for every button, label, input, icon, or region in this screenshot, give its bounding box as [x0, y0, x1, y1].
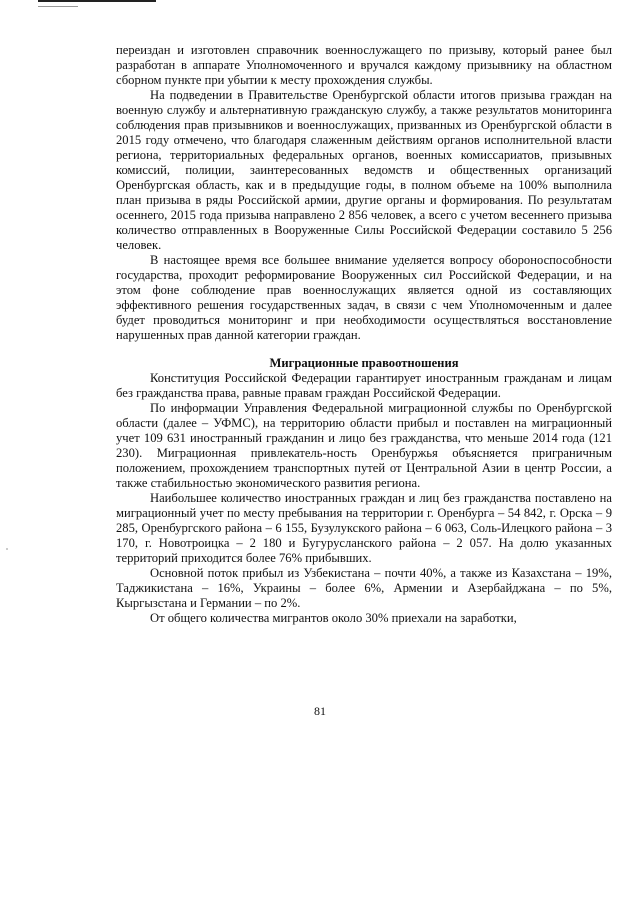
paragraph: На подведении в Правительстве Оренбургской области итогов призыва граждан на военную службу и альтернативную гражданскую службу, а также результатов мониторинга соблюдения прав призывников и военнослужащих, призванных из Оренбургской области в 2015 году отмечено, что благодаря слаженным действиям органов исполнительной власти региона, территориальных федеральных органов, военных комиссариатов, призывных комиссий, полиции, заинтересованных ведомств и общественных организаций Оренбургская область, как и в предыдущие годы, в полном объеме на 100% выполнила план призыва в ряды Российской армии, другие органы и формирования. По результатам осеннего, 2015 года призыва направлено 2 856 человек, а всего с учетом весеннего призыва количество отправленных в Вооруженные Силы Российской Федерации составило 5 256 человек.: [116, 88, 612, 252]
paragraph: По информации Управления Федеральной миграционной службы по Оренбургской области (далее – УФМС), на территорию области прибыл и поставлен на миграционный учет 109 631 иностранный гражданин и лицо без гражданства, что меньше 2014 года (121 230). Миграционная привлекатель-ность Оренбуржья объясняется приграничным положением, прохождением транспортных путей от Центральной Азии в центр России, а также стабильностью экономического развития региона.: [116, 401, 612, 490]
scan-edge-mark-secondary: [38, 6, 78, 7]
paragraph: Конституция Российской Федерации гарантирует иностранным гражданам и лицам без гражданства права, равные правам граждан Российской Федерации.: [116, 371, 612, 400]
document-body: [116, 43, 612, 626]
scan-speck: [6, 548, 8, 550]
paragraph: Наибольшее количество иностранных граждан и лиц без гражданства поставлено на миграционный учет по месту пребывания на территории г. Оренбурга – 54 842, г. Орска – 9 285, Оренбургского района – 6 155, Бузулукского района – 6 063, Соль-Илецкого района – 3 170, г. Новотроицка – 2 180 и Бугурусланского района – 2 057. На долю указанных территорий приходится более 76% прибывших.: [116, 491, 612, 565]
paragraph-continued: переиздан и изготовлен справочник военнослужащего по призыву, который ранее был разработан в аппарате Уполномоченного и вручался каждому призывнику на областном сборном пункте при убытии к месту прохождения службы.: [116, 43, 612, 87]
paragraph: В настоящее время все большее внимание уделяется вопросу обороноспособности государства, проходит реформирование Вооруженных сил Российской Федерации, и на этом фоне соблюдение прав военнослужащих является одной из составляющих эффективного решения государственных задач, в связи с чем Уполномоченным и далее будет проводиться мониторинг и при необходимости осуществляться восстановление нарушенных прав данной категории граждан.: [116, 253, 612, 342]
section-heading: Миграционные правоотношения: [269, 356, 459, 370]
page-number: 81: [314, 704, 326, 718]
paragraph: От общего количества мигрантов около 30% приехали на заработки,: [150, 611, 517, 625]
paragraph: Основной поток прибыл из Узбекистана – почти 40%, а также из Казахстана – 19%, Таджикистана – 16%, Украины – более 6%, Армении и Азербайджана – по 5%, Кыргызстана и Германии – по 2%.: [116, 566, 612, 610]
scan-edge-mark: [38, 0, 156, 2]
